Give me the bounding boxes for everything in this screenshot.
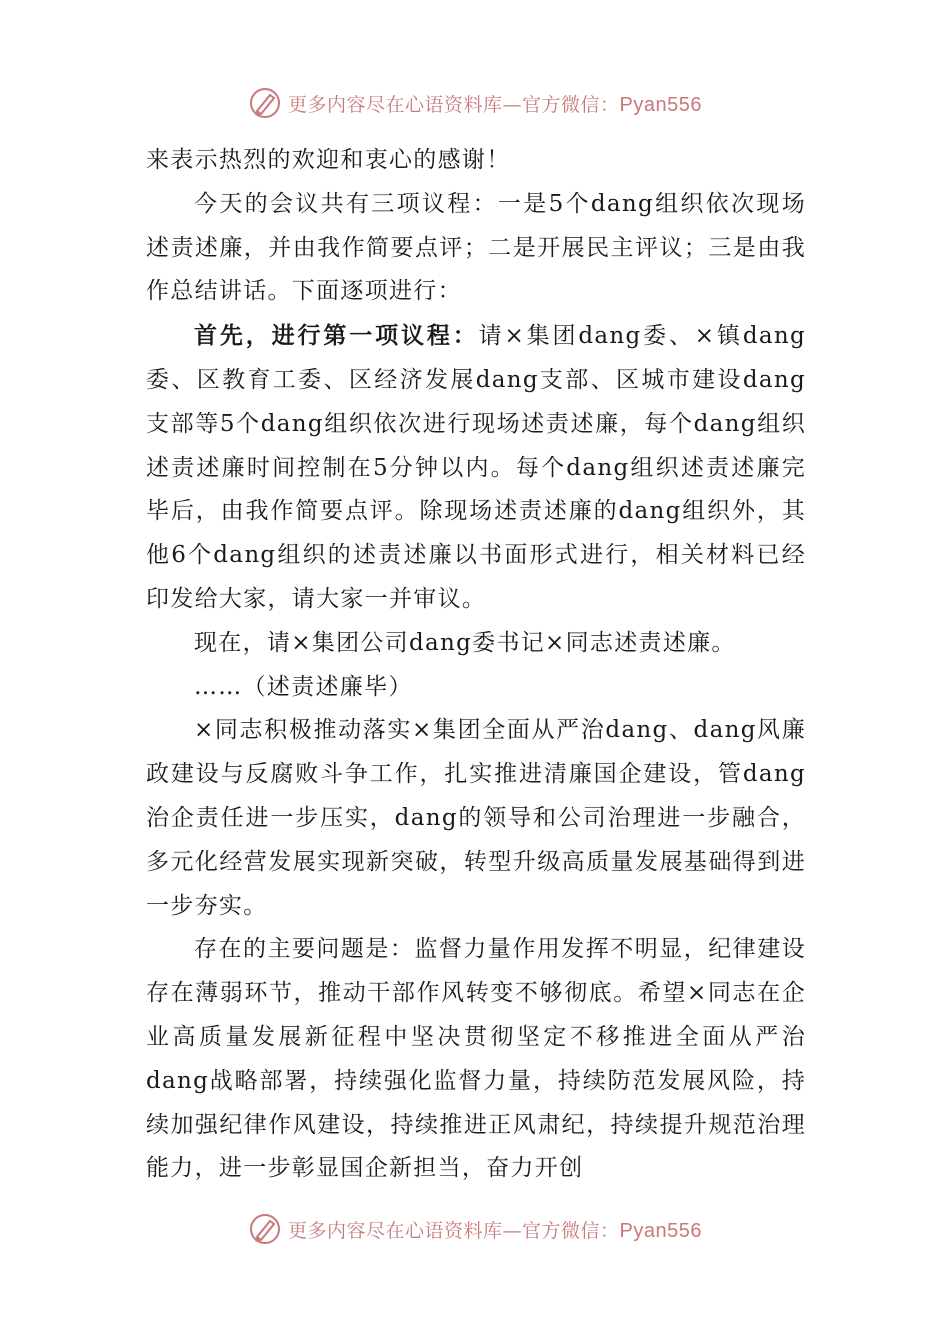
document-body: [146, 139, 806, 1191]
paragraph-2: [146, 183, 806, 314]
watermark-label: 官方微信：: [522, 93, 620, 116]
watermark-dash: —: [502, 93, 523, 116]
paragraph-text: 来表示热烈的欢迎和衷心的感谢！: [146, 147, 511, 173]
paragraph-text: 存在的主要问题是：监督力量作用发挥不明显，纪律建设存在薄弱环节，推动干部作风转变不够彻底。希望×同志在企业高质量发展新征程中坚决贯彻坚定不移推进全面从严治dang战略部署，持续强化监督力量，持续防范发展风险，持续加强纪律作风建设，持续推进正风肃纪，持续提升规范治理能力，进一步彰显国企新担当，奋力开创: [146, 936, 806, 1182]
watermark-id: Pyan556: [619, 93, 702, 116]
watermark-main: 更多内容尽在心语资料库: [288, 93, 503, 116]
paragraph-6: [146, 709, 806, 928]
paragraph-5: [146, 666, 806, 710]
pen-logo-icon: [248, 1212, 282, 1246]
watermark-label: 官方微信：: [522, 1219, 620, 1242]
watermark-main: 更多内容尽在心语资料库: [288, 1219, 503, 1242]
paragraph-3: [146, 314, 806, 622]
paragraph-text: ×同志积极推动落实×集团全面从严治dang、dang风廉政建设与反腐败斗争工作，扎实推进清廉国企建设，管dang治企责任进一步压实，dang的领导和公司治理进一步融合，多元化经营发展实现新突破，转型升级高质量发展基础得到进一步夯实。: [146, 717, 806, 919]
paragraph-text: ……（述责述廉毕）: [194, 673, 413, 700]
watermark-footer: [0, 1209, 950, 1249]
watermark-header: [0, 83, 950, 123]
paragraph-lead: 首先，进行第一项议程：: [194, 322, 479, 350]
watermark-id: Pyan556: [619, 1219, 702, 1242]
paragraph-text: 今天的会议共有三项议程：一是5个dang组织依次现场述责述廉，并由我作简要点评；二是开展民主评议；三是由我作总结讲话。下面逐项进行：: [146, 190, 806, 305]
paragraph-7: [146, 928, 806, 1191]
pen-logo-icon: [248, 86, 282, 120]
watermark-text: [288, 1216, 702, 1243]
paragraph-1: [146, 139, 806, 183]
paragraph-4: [146, 622, 806, 666]
watermark-dash: —: [502, 1219, 523, 1242]
paragraph-text: 请×集团dang委、×镇dang委、区教育工委、区经济发展dang支部、区城市建设dang支部等5个dang组织依次进行现场述责述廉，每个dang组织述责述廉时间控制在5分钟以内。每个dang组织述责述廉完毕后，由我作简要点评。除现场述责述廉的dang组织外，其他6个dang组织的述责述廉以书面形式进行，相关材料已经印发给大家，请大家一并审议。: [146, 323, 806, 612]
watermark-text: [288, 90, 702, 117]
paragraph-text: 现在，请×集团公司dang委书记×同志述责述廉。: [194, 629, 736, 656]
